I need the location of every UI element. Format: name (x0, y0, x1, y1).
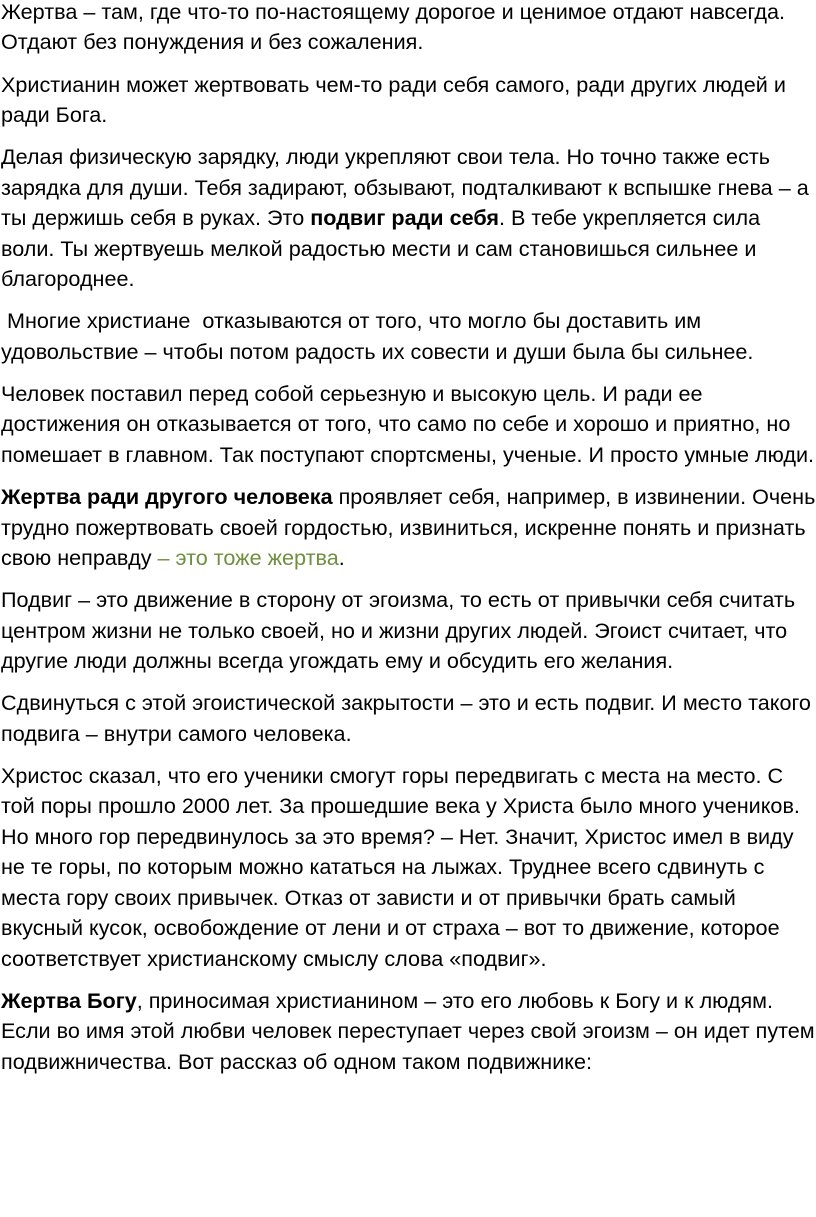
paragraph-christian-sacrifice: Христианин может жертвовать чем-то ради себя самого, ради других людей и ради Бога. (1, 71, 786, 128)
paragraph-feat-for-self (1, 142, 816, 294)
paragraph-feat-movement: Подвиг – это движение в сторону от эгоизма, то есть от привычки себя считать центром жизни не только своей, но и жизни других людей. Эгоист считает, что другие люди должны всегда угождать ему и обсудить его желания. (1, 587, 796, 674)
paragraph-sacrifice-to-god (1, 986, 816, 1077)
paragraph-text: . В тебе укрепляется сила воли. Ты жертвуешь мелкой радостью мести и сам становишься сильнее и благороднее. (1, 205, 761, 292)
paragraph-text: проявляет себя, например, в извинении. Очень трудно пожертвовать своей гордостью, извиниться, искренне понять и признать свою неправду (1, 484, 816, 570)
paragraph-serious-goal: Человек поставил перед собой серьезную и высокую цель. И ради ее достижения он отказывается от того, что само по себе и хорошо и приятно, но помешает в главном. Так поступают спортсмены, ученые. И просто умные люди. (1, 381, 815, 467)
paragraph-sacrifice-definition: Жертва – там, где что-то по-настоящему дорогое и ценимое отдают навсегда. Отдают без понуждения и без сожаления. (1, 0, 786, 55)
bold-phrase-sacrifice-for-other: Жертва ради другого человека (1, 484, 333, 510)
bold-phrase-sacrifice-to-god: Жертва Богу (1, 987, 137, 1013)
paragraph-many-christians (1, 306, 816, 367)
paragraph-text: Многие христиане отказываются от того, что могло бы доставить им удовольствие – чтобы потом радость их совести и души была бы сильнее. (1, 308, 754, 364)
paragraph-christ-mountains: Христос сказал, что его ученики смогут горы передвигать с места на место. С той поры прошло 2000 лет. За прошедшие века у Христа было много учеников. Но много гор передвинулось за это время? – Нет. Значит, Христос имел в виду не те горы, по которым можно кататься на лыжах. Труднее всего сдвинуть с места гору своих привычек. Отказ от зависти и от привычки брать самый вкусный кусок, освобождение от лени и от страха – вот то движение, которое соответствует христианскому смыслу слова «подвиг». (1, 763, 800, 971)
paragraph-text: , приносимая христианином – это его любовь к Богу и к людям. Если во имя этой любви человек переступает через свой эгоизм – он идет путем подвижничества. Вот рассказ об одном таком подвижнике: (1, 987, 815, 1074)
paragraph-sacrifice-for-other (1, 482, 816, 573)
paragraph-text: Делая физическую зарядку, люди укрепляют свои тела. Но точно также есть зарядка для души. Тебя задирают, обзывают, подталкивают к вспышке гнева – а ты держишь себя в руках. Это (1, 144, 809, 231)
highlighted-phrase: – это тоже жертва (157, 544, 339, 570)
paragraph-text: . (338, 544, 345, 570)
paragraph-move-from-selfishness: Сдвинуться с этой эгоистической закрытости – это и есть подвиг. И место такого подвига – внутри самого человека. (1, 690, 811, 746)
bold-phrase-feat-for-self: подвиг ради себя (310, 205, 499, 231)
